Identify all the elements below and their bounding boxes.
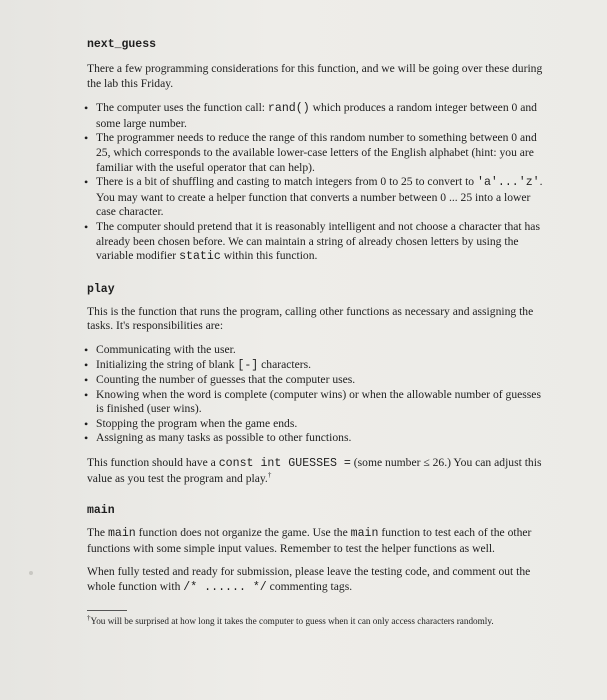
play-intro: This is the function that runs the program, calling other functions as necessary and assigning the tasks. It's responsibilities are:	[87, 304, 534, 333]
next-guess-bullet: • There is a bit of shuffling and casting to match integers from 0 to 25 to convert to 'a'...'z'. You may want to create a helper function that converts a number between 0 ... 25 into a lower case character.	[87, 175, 549, 220]
footnote-divider	[87, 610, 127, 611]
section-heading-main: main	[87, 504, 115, 518]
play-bullet: • Counting the number of guesses that the computer uses.	[87, 373, 549, 388]
footnote: †You will be surprised at how long it takes the computer to guess when it can only access characters randomly.	[87, 613, 494, 626]
inline-code: main	[350, 527, 379, 541]
document-content	[87, 38, 549, 627]
next-guess-bullet: • The programmer needs to reduce the range of this random number to something between 0 and 25, which corresponds to the available lower-case letters of the English alphabet (hint: you are familiar with the useful operator that can help).	[87, 131, 549, 175]
next-guess-intro: There a few programming considerations for this function, and we will be going over these during the lab this Friday.	[87, 62, 543, 90]
play-bullet: • Initializing the string of blank [-] characters.	[87, 358, 549, 374]
play-bullet-list	[87, 343, 549, 446]
play-bullet: • Communicating with the user.	[87, 343, 549, 358]
inline-code: [-]	[237, 358, 259, 372]
guesses-paragraph: This function should have a const int GUESSES = (some number ≤ 26.) You can adjust this value as you test the program and play.†	[87, 456, 542, 485]
page-speck	[29, 571, 33, 575]
play-bullet: • Knowing when the word is complete (computer wins) or when the allowable number of guesses is finished (user wins).	[87, 388, 549, 417]
inline-code: main	[107, 527, 136, 541]
next-guess-bullet: • The computer should pretend that it is reasonably intelligent and not choose a character that has already been chosen before. We can maintain a string of already chosen letters by using the variable modifier static within this function.	[87, 220, 549, 265]
inline-code: static	[179, 250, 221, 264]
main-paragraph-2: When fully tested and ready for submission, please leave the testing code, and comment out the whole function with /* ...... */ commenting tags.	[87, 565, 531, 595]
section-heading-next-guess: next_guess	[87, 38, 157, 51]
inline-code: /* ...... */	[183, 581, 267, 595]
play-bullet: • Assigning as many tasks as possible to other functions.	[87, 431, 549, 446]
play-bullet: • Stopping the program when the game ends.	[87, 417, 549, 432]
next-guess-bullet: • The computer uses the function call: rand() which produces a random integer between 0 and some large number.	[87, 101, 549, 131]
inline-code: rand()	[267, 102, 310, 116]
inline-code: const int GUESSES =	[218, 457, 351, 471]
inline-code: 'a'...'z'	[477, 176, 540, 190]
section-heading-play: play	[87, 282, 115, 296]
footnote-mark: †	[87, 613, 91, 622]
main-paragraph-1: The main function does not organize the game. Use the main function to test each of the other functions with some simple input values. Remember to test the helper functions as well.	[87, 526, 532, 555]
footnote-reference: †	[267, 470, 272, 479]
next-guess-bullet-list	[87, 101, 549, 265]
